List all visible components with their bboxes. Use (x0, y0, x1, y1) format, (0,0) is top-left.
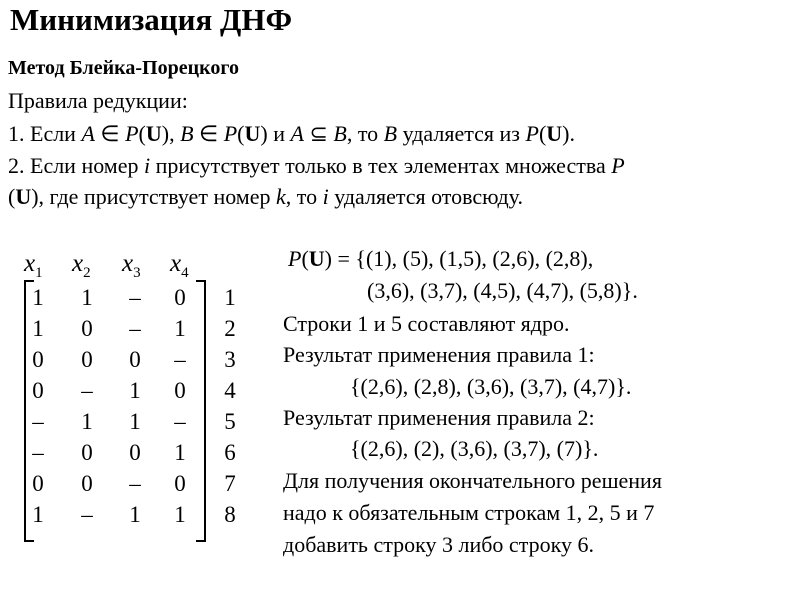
rule-1-var-b-3: B (383, 121, 398, 146)
rule-2-prefix: 2. Если номер (8, 153, 144, 178)
rule-1-u-3: U (546, 121, 563, 146)
rule-2-line-2: (U), где присутствует номер k, то i удаляется отовсюду. (8, 184, 523, 209)
matrix-cell: 0 (81, 471, 93, 496)
matrix-row-number: 4 (224, 378, 236, 403)
matrix-cell: 0 (81, 316, 93, 341)
method-heading: Метод Блейка-Порецкого (8, 57, 239, 79)
pu-line: P(U) = {(1), (5), (1,5), (2,6), (2,8), (288, 246, 594, 271)
matrix-row-number: 2 (224, 316, 236, 341)
matrix-cell: 0 (129, 347, 141, 372)
final-text-line-3: добавить строку 3 либо строку 6. (283, 532, 594, 557)
pu-u: U (308, 246, 325, 271)
core-text: Строки 1 и 5 составляют ядро. (283, 311, 570, 336)
rule-1-then: , то (346, 121, 384, 146)
pu-set-start: = {(1), (5), (1,5), (2,6), (2,8), (332, 246, 594, 271)
rule-1-end: . (569, 121, 575, 146)
matrix-right-bracket (196, 280, 206, 542)
pu-p: P (288, 246, 302, 271)
matrix-cell: 1 (81, 285, 93, 310)
matrix-header-x4: $x_4$ (170, 250, 189, 281)
rule-1-comma: , (169, 121, 181, 146)
rule-2-u: U (15, 184, 32, 209)
matrix-cell: 0 (81, 440, 93, 465)
rule-2-end: удаляется отовсюду. (328, 184, 523, 209)
matrix-cell: 1 (32, 502, 44, 527)
rule-1: 1. Если A ∈ P(U), B ∈ P(U) и A ⊆ B, то B удаляется из P(U). (8, 121, 575, 146)
rule-1-var-b-2: B (333, 121, 347, 146)
rule-2-line-1 (8, 153, 625, 179)
rule-1-p-1: P (125, 121, 139, 146)
matrix-cell: 0 (32, 378, 44, 403)
matrix-cell: – (174, 347, 186, 372)
rule-1-prefix: 1. Если (8, 121, 82, 146)
matrix-cell: 0 (81, 347, 93, 372)
rule-2-then: , то (285, 184, 323, 209)
matrix-cell: 0 (129, 440, 141, 465)
matrix-cell: – (32, 409, 44, 434)
rule-2-var-k: k (275, 184, 286, 209)
matrix-cell: – (129, 316, 141, 341)
matrix-cell: – (81, 378, 93, 403)
matrix-cell: 0 (174, 285, 186, 310)
matrix-cell: 1 (129, 409, 141, 434)
matrix-header-x2: $x_2$ (72, 250, 91, 281)
rules-heading: Правила редукции: (8, 88, 188, 113)
rule-2-var-i-2: i (322, 184, 329, 209)
rule-1-var-a-2: A (290, 121, 304, 146)
matrix-cell: 1 (81, 409, 93, 434)
rule-2-var-i: i (144, 153, 151, 178)
matrix-cell: 1 (129, 502, 141, 527)
rule-2-mid: , где присутствует номер (38, 184, 276, 209)
rule-1-result: {(2,6), (2,8), (3,6), (3,7), (4,7)}. (350, 374, 632, 399)
rule-1-in-2: ∈ (193, 121, 224, 146)
matrix-cell: 1 (32, 316, 44, 341)
rule-1-removed: удаляется из (397, 121, 526, 146)
pu-set-continued: (3,6), (3,7), (4,5), (4,7), (5,8)}. (367, 278, 638, 303)
matrix-cell: 0 (32, 347, 44, 372)
matrix-header-x3: $x_3$ (122, 250, 141, 281)
final-text-line-2: надо к обязательным строкам 1, 2, 5 и 7 (283, 500, 655, 525)
rule-2-result: {(2,6), (2), (3,6), (3,7), (7)}. (350, 436, 599, 461)
matrix-row-number: 3 (224, 347, 236, 372)
matrix-cell: – (174, 409, 186, 434)
rule-2-rest: присутствует только в тех элементах множества (150, 153, 612, 178)
rule-2-result-label: Результат применения правила 2: (283, 405, 595, 430)
matrix-header-x1: $x_1$ (24, 250, 43, 281)
rule-1-in-1: ∈ (94, 121, 126, 146)
rule-1-p-3: P (525, 121, 539, 146)
page-title: Минимизация ДНФ (10, 2, 293, 37)
matrix-cell: 0 (174, 378, 186, 403)
rule-2-p: P (611, 153, 625, 178)
final-text-line-1: Для получения окончательного решения (283, 468, 662, 493)
matrix-cell: 1 (129, 378, 141, 403)
rule-1-result-label: Результат применения правила 1: (283, 342, 595, 367)
rule-1-p-2: P (223, 121, 238, 146)
rule-1-u-2: U (244, 121, 261, 146)
rule-1-and: и (267, 121, 291, 146)
matrix-cell: – (129, 471, 141, 496)
rule-1-var-b-1: B (180, 121, 194, 146)
matrix-cell: – (81, 502, 93, 527)
matrix-row-number: 7 (224, 471, 236, 496)
matrix-row-number: 6 (224, 440, 236, 465)
matrix-cell: 1 (32, 285, 44, 310)
matrix-cell: 0 (174, 471, 186, 496)
matrix-row-number: 8 (224, 502, 236, 527)
matrix-row-number: 1 (224, 285, 236, 310)
rule-1-u-1: U (145, 121, 162, 146)
matrix-cell: – (129, 285, 141, 310)
matrix-cell: 1 (174, 316, 186, 341)
matrix-row-number: 5 (224, 409, 236, 434)
matrix-cell: – (32, 440, 44, 465)
rule-1-var-a: A (81, 121, 95, 146)
matrix-cell: 1 (174, 502, 186, 527)
matrix-cell: 1 (174, 440, 186, 465)
rule-1-subset: ⊆ (303, 121, 334, 146)
matrix-cell: 0 (32, 471, 44, 496)
